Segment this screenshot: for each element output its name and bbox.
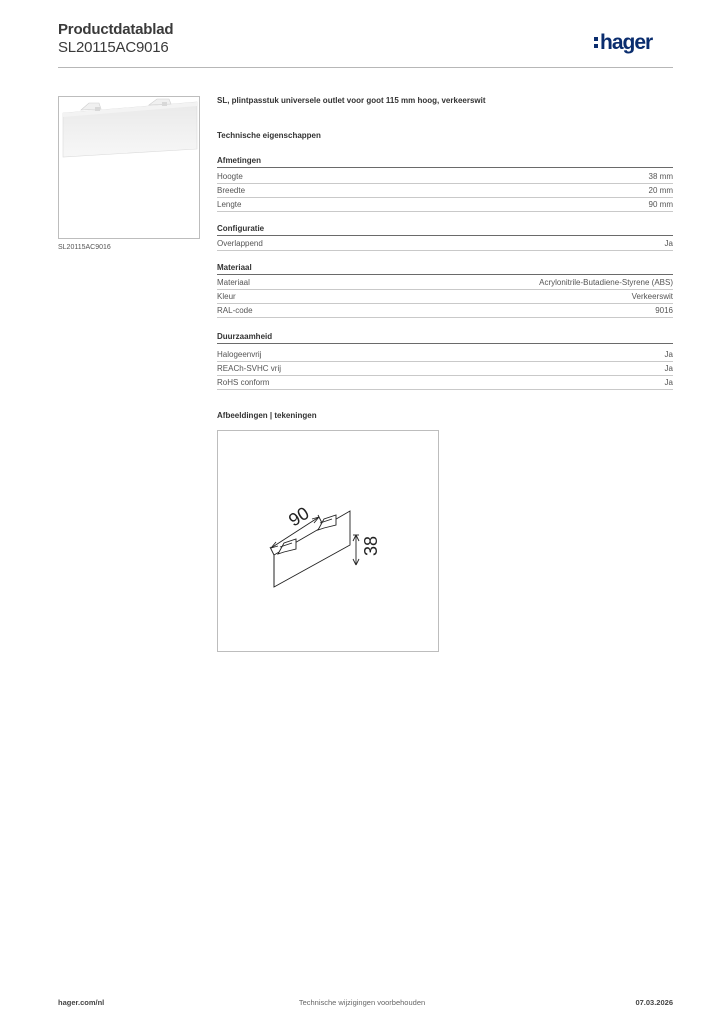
dimension-drawing [218,431,438,651]
footer-date: 07.03.2026 [635,998,673,1007]
spec-value: 20 mm [648,186,673,195]
spec-row [217,290,673,304]
footer-website[interactable]: hager.com/nl [58,998,105,1007]
spec-value: 38 mm [648,172,673,181]
header-divider [58,67,673,68]
spec-label: RoHS conform [217,378,270,387]
product-photo [58,96,200,239]
spec-label: Overlappend [217,239,263,248]
spec-label: Halogeenvrij [217,350,262,359]
spec-group-title-materiaal: Materiaal [217,263,673,275]
photo-caption: SL20115AC9016 [58,244,111,251]
spec-label: Lengte [217,200,242,209]
images-section-title: Afbeeldingen | tekeningen [217,411,317,420]
dimension-label-length: 90 [284,502,313,531]
spec-row [217,198,673,212]
spec-label: Materiaal [217,278,250,287]
spec-value: 9016 [655,306,673,315]
spec-value: Ja [664,364,673,373]
spec-row [217,304,673,318]
spec-value: Acrylonitrile-Butadiene-Styrene (ABS) [539,278,673,287]
hager-logo [594,28,674,56]
footer-disclaimer: Technische wijzigingen voorbehouden [298,998,426,1007]
page-title: Productdatablad [58,21,174,38]
spec-row [217,276,673,290]
spec-row [217,348,673,362]
spec-label: Kleur [217,292,236,301]
spec-label: REACh-SVHC vrij [217,364,282,373]
spec-row [217,362,673,376]
product-description: SL, plintpasstuk universele outlet voor goot 115 mm hoog, verkeerswit [217,96,486,105]
svg-text:hager: hager [600,31,653,54]
spec-value: Verkeerswit [631,292,673,301]
spec-group-title-duurzaamheid: Duurzaamheid [217,332,673,344]
product-photo-image [59,97,199,238]
spec-group-title-afmetingen: Afmetingen [217,156,673,168]
spec-value: Ja [664,350,673,359]
spec-label: Hoogte [217,172,243,181]
spec-value: 90 mm [648,200,673,209]
product-code: SL20115AC9016 [58,39,169,56]
spec-value: Ja [664,239,673,248]
spec-value: Ja [664,378,673,387]
spec-row [217,184,673,198]
spec-label: Breedte [217,186,246,195]
spec-row [217,376,673,390]
technical-drawing [217,430,439,652]
spec-group-title-configuratie: Configuratie [217,224,673,236]
specs-section-title: Technische eigenschappen [217,131,321,140]
spec-row [217,170,673,184]
dimension-label-height: 38 [361,535,381,556]
spec-label: RAL-code [217,306,253,315]
spec-row [217,237,673,251]
